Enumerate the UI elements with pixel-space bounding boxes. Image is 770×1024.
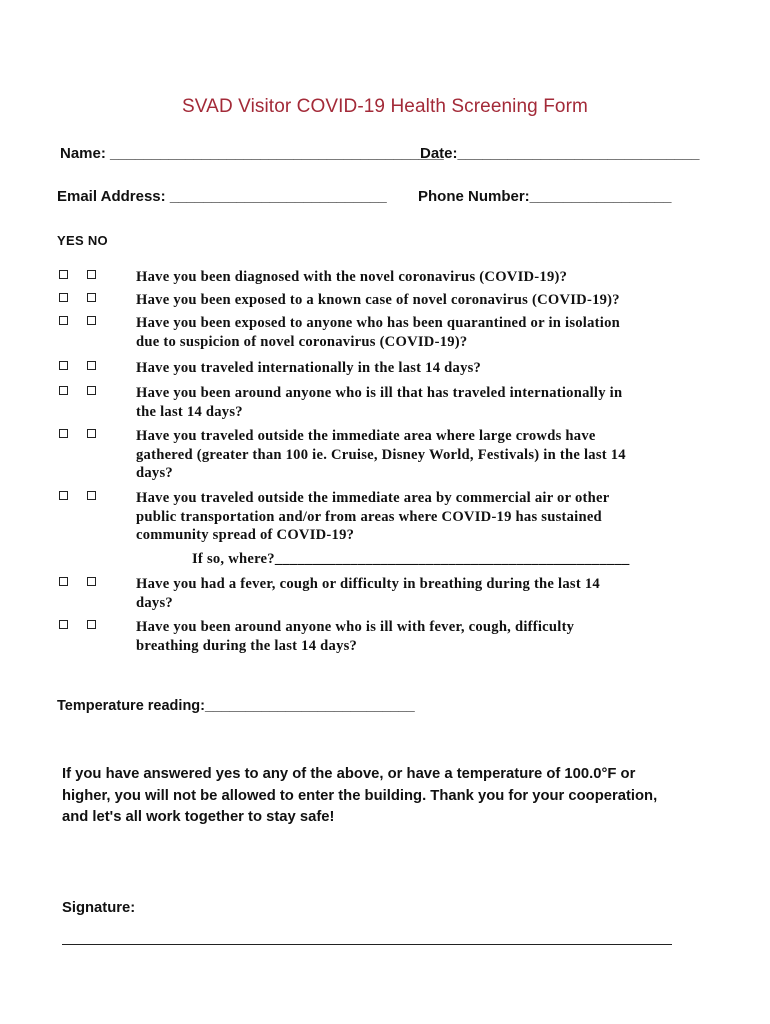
yes-checkbox[interactable]	[59, 429, 68, 438]
yes-checkbox[interactable]	[59, 316, 68, 325]
name-field[interactable]: Name: ________________________________________	[60, 145, 444, 162]
yes-checkbox[interactable]	[59, 361, 68, 370]
question-line: Have you been exposed to anyone who has been quarantined or in isolation	[136, 315, 620, 331]
question-text	[136, 268, 696, 287]
question-text	[136, 618, 696, 655]
question-line: due to suspicion of novel coronavirus (COVID-19)?	[136, 333, 468, 350]
question-line: community spread of COVID-19?	[136, 527, 355, 543]
signature-line[interactable]	[62, 944, 672, 945]
entry-notice	[62, 764, 702, 829]
yes-no-header: YES NO	[57, 233, 108, 248]
question-text	[136, 291, 696, 310]
notice-line: If you have answered yes to any of the above, or have a temperature of 100.0°F or	[62, 766, 636, 782]
question-line: Have you traveled internationally in the last 14 days?	[136, 360, 482, 376]
question-text	[136, 384, 696, 421]
signature-label: Signature:	[62, 900, 136, 916]
yes-checkbox[interactable]	[59, 491, 68, 500]
email-field[interactable]: Email Address: __________________________	[57, 188, 387, 205]
yes-checkbox[interactable]	[59, 386, 68, 395]
question-text	[136, 489, 696, 545]
question-line: public transportation and/or from areas where COVID-19 has sustained	[136, 508, 602, 525]
no-checkbox[interactable]	[87, 386, 96, 395]
question-line: the last 14 days?	[136, 403, 243, 420]
temperature-field[interactable]: Temperature reading:__________________________	[57, 698, 415, 714]
yes-checkbox[interactable]	[59, 270, 68, 279]
question-line: Have you been around anyone who is ill that has traveled internationally in	[136, 385, 623, 401]
question-line: gathered (greater than 100 ie. Cruise, Disney World, Festivals) in the last 14	[136, 446, 626, 463]
no-checkbox[interactable]	[87, 620, 96, 629]
yes-checkbox[interactable]	[59, 620, 68, 629]
question-line: days?	[136, 465, 173, 481]
no-checkbox[interactable]	[87, 316, 96, 325]
question-line: Have you traveled outside the immediate area where large crowds have	[136, 428, 596, 444]
question-line: Have you been diagnosed with the novel coronavirus (COVID-19)?	[136, 269, 568, 285]
date-field[interactable]: Date:_____________________________	[420, 145, 700, 162]
yes-checkbox[interactable]	[59, 577, 68, 586]
no-checkbox[interactable]	[87, 429, 96, 438]
question-line: Have you been exposed to a known case of novel coronavirus (COVID-19)?	[136, 292, 620, 308]
travel-location-field[interactable]: If so, where?_______________________________________________	[192, 551, 630, 567]
yes-checkbox[interactable]	[59, 293, 68, 302]
phone-field[interactable]: Phone Number:_________________	[418, 188, 672, 205]
question-line: breathing during the last 14 days?	[136, 637, 358, 654]
question-text	[136, 575, 696, 612]
notice-line: and let's all work together to stay safe!	[62, 809, 335, 825]
no-checkbox[interactable]	[87, 577, 96, 586]
question-text	[136, 427, 696, 483]
question-text	[136, 359, 696, 378]
form-title: SVAD Visitor COVID-19 Health Screening Form	[182, 96, 588, 117]
notice-line: higher, you will not be allowed to enter the building. Thank you for your cooperation,	[62, 787, 658, 804]
no-checkbox[interactable]	[87, 491, 96, 500]
question-line: Have you been around anyone who is ill with fever, cough, difficulty	[136, 619, 575, 635]
no-checkbox[interactable]	[87, 361, 96, 370]
question-line: Have you traveled outside the immediate area by commercial air or other	[136, 490, 610, 506]
no-checkbox[interactable]	[87, 293, 96, 302]
question-line: days?	[136, 594, 173, 611]
no-checkbox[interactable]	[87, 270, 96, 279]
question-line: Have you had a fever, cough or difficulty in breathing during the last 14	[136, 576, 600, 592]
question-text	[136, 314, 696, 351]
